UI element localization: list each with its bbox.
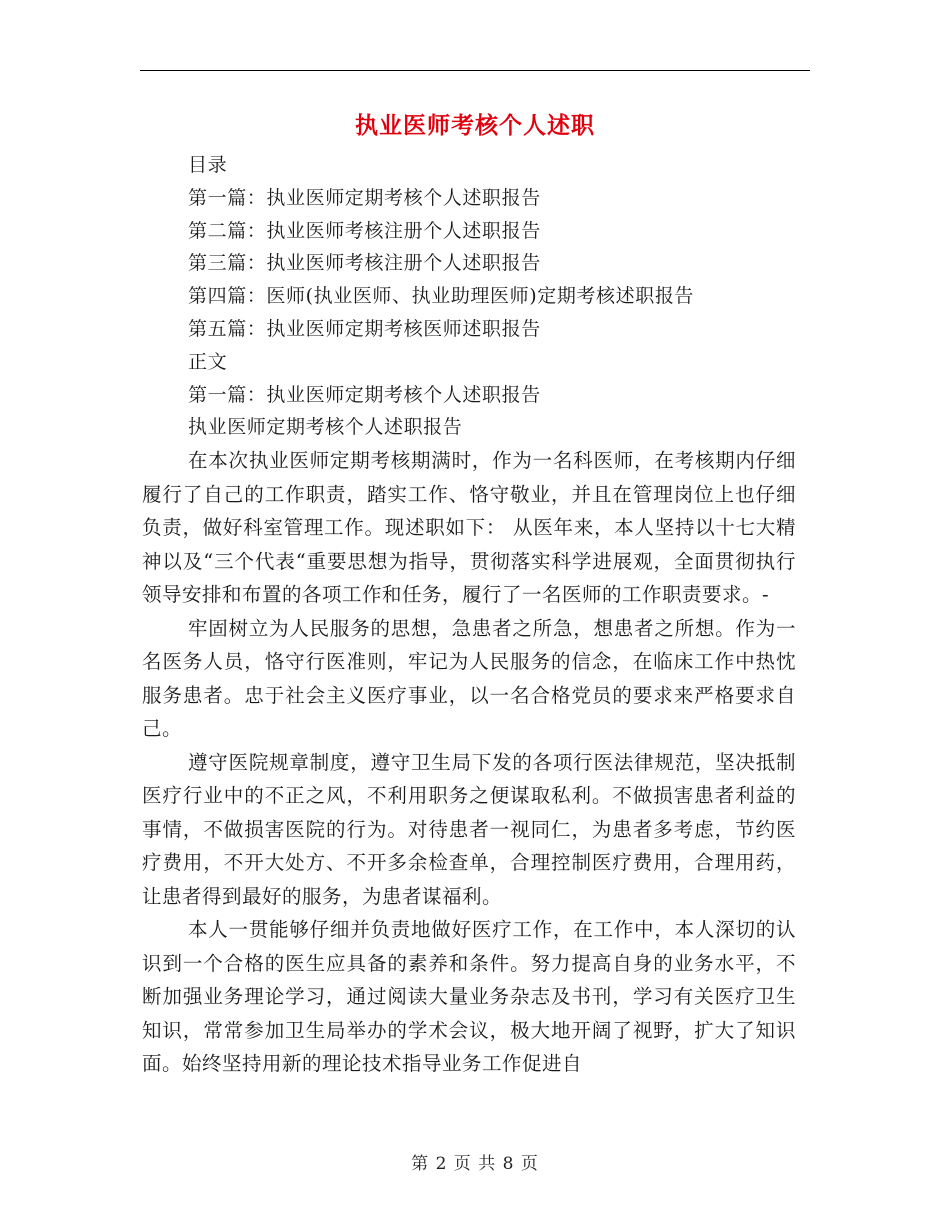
document-title: 执业医师考核个人述职 xyxy=(355,112,595,139)
header-rule xyxy=(140,70,810,71)
page-number: 第 2 页 共 8 页 xyxy=(411,1154,539,1174)
paragraph-4: 本人一贯能够仔细并负责地做好医疗工作，在工作中，本人深切的认识到一个合格的医生应具备的素养和条件。努力提高自身的业务水平，不断加强业务理论学习，通过阅读大量业务杂志及书刊，学习有关医疗卫生知识，常常参加卫生局举办的学术会议，极大地开阔了视野，扩大了知识面。始终坚持用新的理论技术指导业务工作促进自 xyxy=(142,918,796,1075)
toc-item-5: 第五篇：执业医师定期考核医师述职报告 xyxy=(188,317,541,340)
section-heading: 第一篇：执业医师定期考核个人述职报告 xyxy=(188,383,541,406)
paragraph-3: 遵守医院规章制度，遵守卫生局下发的各项行医法律规范，坚决抵制医疗行业中的不正之风，不利用职务之便谋取私利。不做损害患者利益的事情，不做损害医院的行为。对待患者一视同仁，为患者多考虑，节约医疗费用，不开大处方、不开多余检查单，合理控制医疗费用，合理用药，让患者得到最好的服务，为患者谋福利。 xyxy=(142,750,796,908)
toc-item-3: 第三篇：执业医师考核注册个人述职报告 xyxy=(188,252,541,275)
table-of-contents xyxy=(188,149,808,444)
report-title: 执业医师定期考核个人述职报告 xyxy=(188,416,463,439)
paragraph-1: 在本次执业医师定期考核期满时，作为一名科医师，在考核期内仔细履行了自己的工作职责，踏实工作、恪守敬业，并且在管理岗位上也仔细负责，做好科室管理工作。现述职如下： 从医年来，本人坚持以十七大精神以及“三个代表“重要思想为指导，贯彻落实科学进展观，全面贯彻执行领导安排和布置的各项工作和任务，履行了一名医师的工作职责要求。- xyxy=(142,449,796,606)
toc-heading: 目录 xyxy=(188,154,228,176)
body-heading: 正文 xyxy=(188,350,228,373)
toc-item-4: 第四篇：医师(执业医师、执业助理医师)定期考核述职报告 xyxy=(188,285,695,308)
body-text xyxy=(142,444,796,1081)
toc-item-2: 第二篇：执业医师考核注册个人述职报告 xyxy=(188,219,541,242)
toc-item-1: 第一篇：执业医师定期考核个人述职报告 xyxy=(188,186,541,209)
paragraph-2: 牢固树立为人民服务的思想，急患者之所急，想患者之所想。作为一名医务人员，恪守行医准则，牢记为人民服务的信念，在临床工作中热忱服务患者。忠于社会主义医疗事业，以一名合格党员的要求来严格要求自己。 xyxy=(142,616,796,740)
